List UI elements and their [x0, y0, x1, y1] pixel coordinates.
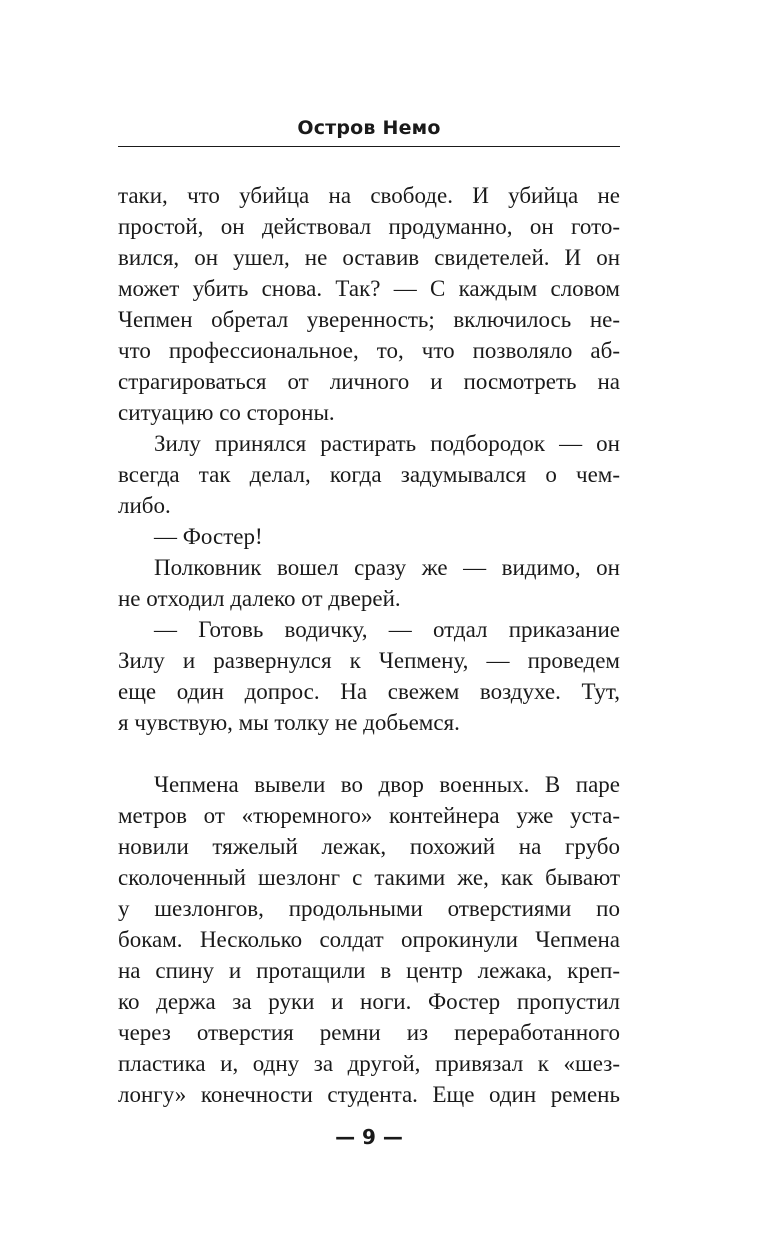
text-line: не отходил далеко от дверей.	[118, 586, 401, 611]
text-line: может убить снова. Так? — С каждым словом	[118, 276, 620, 301]
text-line: Зилу принялся растирать подбородок — он	[154, 431, 620, 456]
text-line: еще один допрос. На свежем воздухе. Тут,	[118, 679, 620, 704]
text-line: вился, он ушел, не оставив свидетелей. И он	[118, 245, 620, 270]
page-body	[118, 180, 620, 1110]
page-number: — 9 —	[335, 1125, 403, 1149]
header-rule	[118, 146, 620, 147]
text-line: пластика и, одну за другой, привязал к «шез-	[118, 1051, 620, 1076]
text-line: либо.	[118, 493, 171, 518]
text-line: страгироваться от личного и посмотреть на	[118, 369, 620, 394]
text-line: у шезлонгов, продольными отверстиями по	[118, 896, 620, 921]
text-line: бокам. Несколько солдат опрокинули Чепмена	[118, 927, 620, 952]
text-line: что профессиональное, то, что позволяло аб-	[118, 338, 620, 363]
running-title: Остров Немо	[297, 117, 441, 139]
text-line: новили тяжелый лежак, похожий на грубо	[118, 834, 620, 859]
text-line: сколоченный шезлонг с такими же, как бывают	[118, 865, 620, 890]
text-line: Зилу и развернулся к Чепмену, — проведем	[118, 648, 620, 673]
text-line: всегда так делал, когда задумывался о чем-	[118, 462, 620, 487]
text-line: ко держа за руки и ноги. Фостер пропустил	[118, 989, 620, 1014]
text-line: метров от «тюремного» контейнера уже уста-	[118, 803, 620, 828]
text-line: таки, что убийца на свободе. И убийца не	[118, 183, 620, 208]
text-line: — Фостер!	[154, 524, 263, 549]
text-line: Полковник вошел сразу же — видимо, он	[154, 555, 620, 580]
text-line: лонгу» конечности студента. Еще один ремень	[118, 1082, 620, 1107]
text-line: на спину и протащили в центр лежака, креп-	[118, 958, 620, 983]
section-break	[118, 738, 620, 769]
text-line: простой, он действовал продуманно, он гото-	[118, 214, 620, 239]
text-line: Чепмена вывели во двор военных. В паре	[154, 772, 620, 797]
text-line: я чувствую, мы толку не добьемся.	[118, 710, 460, 735]
text-line: ситуацию со стороны.	[118, 400, 335, 425]
text-line: через отверстия ремни из переработанного	[118, 1020, 620, 1045]
text-line: — Готовь водичку, — отдал приказание	[154, 617, 620, 642]
text-line: Чепмен обретал уверенность; включилось не-	[118, 307, 620, 332]
